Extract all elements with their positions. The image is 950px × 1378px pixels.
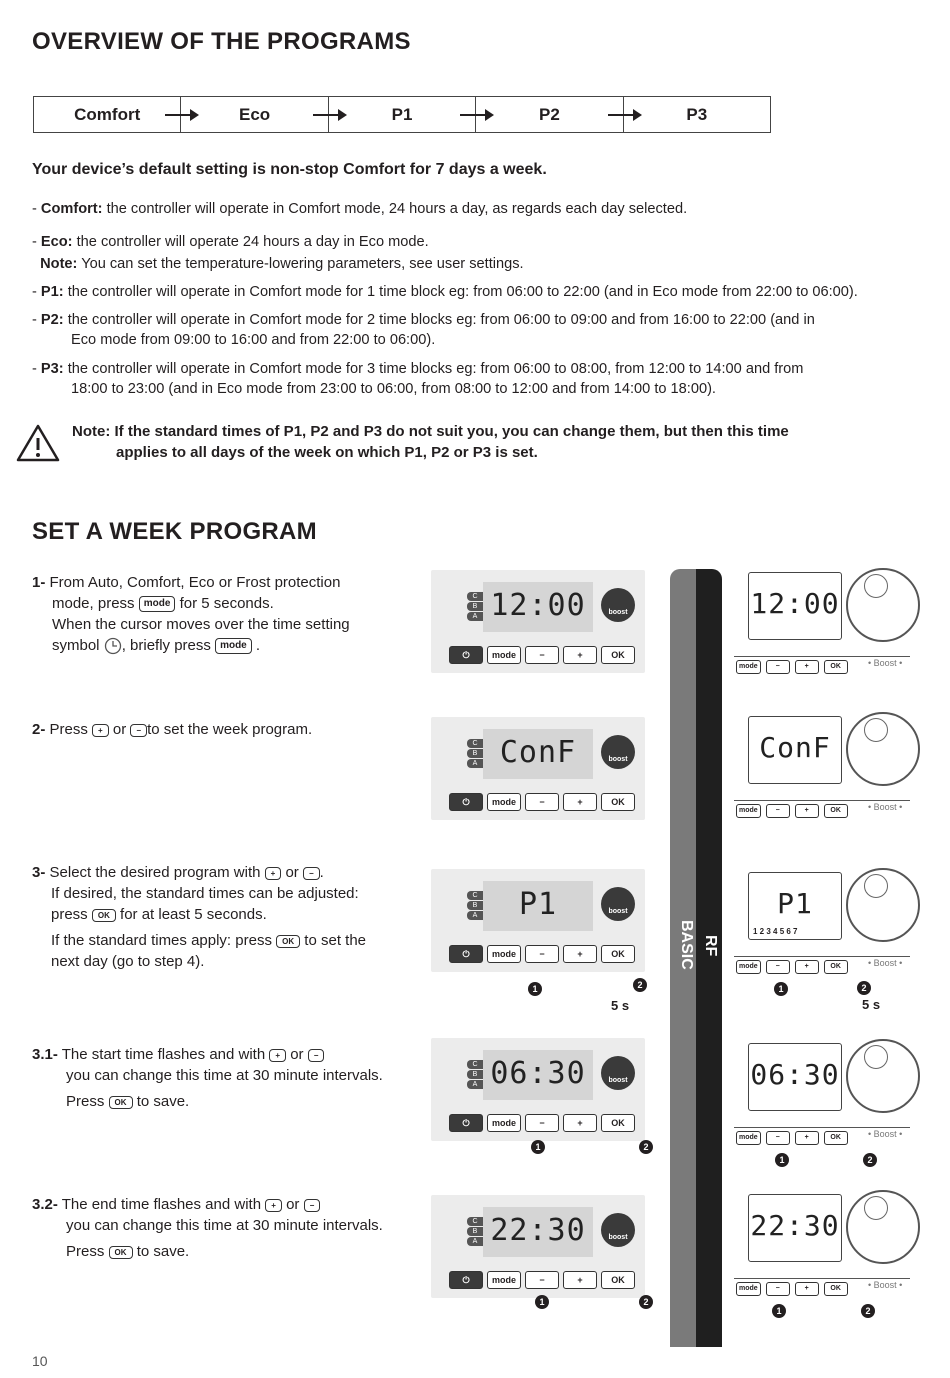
- abc-indicator: C B A: [467, 739, 483, 769]
- step-2: 2- Press + or − to set the week program.: [32, 721, 313, 738]
- arrow-icon: [460, 114, 492, 116]
- rf-lcd-screen: ConF: [748, 716, 842, 784]
- step-marker-2: 2: [639, 1140, 653, 1154]
- ok-button[interactable]: OK: [601, 793, 635, 811]
- abc-indicator: C B A: [467, 891, 483, 921]
- mode-button[interactable]: mode: [736, 804, 761, 818]
- boost-button[interactable]: boost: [601, 887, 635, 921]
- minus-key-icon: −: [130, 724, 147, 737]
- power-button[interactable]: ⏻: [449, 793, 483, 811]
- item-eco: - Eco: the controller will operate 24 hours a day in Eco mode.: [32, 234, 429, 250]
- page-number: 10: [32, 1353, 48, 1369]
- basic-device-step1: [431, 570, 645, 673]
- mode-button[interactable]: mode: [487, 646, 521, 664]
- program-p3: P3: [623, 97, 770, 132]
- arrow-icon: [313, 114, 345, 116]
- basic-device-step3-2: [431, 1195, 645, 1298]
- dial-knob[interactable]: [846, 1190, 920, 1264]
- boost-button[interactable]: boost: [601, 588, 635, 622]
- ok-button[interactable]: OK: [824, 1131, 848, 1145]
- minus-button[interactable]: −: [525, 945, 559, 963]
- program-eco: Eco: [180, 97, 327, 132]
- step-marker-2: 2: [857, 981, 871, 995]
- rf-device-step1: [734, 568, 910, 688]
- day-row: 1 2 3 4 5 6 7: [753, 927, 798, 936]
- mode-button[interactable]: mode: [487, 1114, 521, 1132]
- plus-key-icon: +: [269, 1049, 286, 1062]
- mode-button[interactable]: mode: [487, 793, 521, 811]
- ok-button[interactable]: OK: [824, 660, 848, 674]
- step-3-1: 3.1- The start time flashes and with + or − you can change this time at 30 minute intervals. Press OK to save.: [32, 1046, 383, 1110]
- ok-button[interactable]: OK: [824, 1282, 848, 1296]
- basic-device-step3: [431, 869, 645, 972]
- rf-lcd-screen: 12:00: [748, 572, 842, 640]
- dial-knob[interactable]: [846, 568, 920, 642]
- dial-knob[interactable]: [846, 1039, 920, 1113]
- abc-indicator: C B A: [467, 1217, 483, 1247]
- program-p1: P1: [328, 97, 475, 132]
- ok-key-icon: OK: [276, 935, 300, 948]
- rf-lcd-screen: P1 1 2 3 4 5 6 7: [748, 872, 842, 940]
- mode-button[interactable]: mode: [736, 1131, 761, 1145]
- step-marker-1: 1: [531, 1140, 545, 1154]
- minus-button[interactable]: −: [766, 660, 790, 674]
- plus-button[interactable]: +: [563, 1271, 597, 1289]
- step-3: 3- Select the desired program with + or − . If desired, the standard times can be adjusted: press OK for at least 5 seconds. If the standard times apply: press OK to set the next day (go to step 4).: [32, 864, 367, 970]
- plus-button[interactable]: +: [795, 1131, 819, 1145]
- ok-key-icon: OK: [109, 1246, 133, 1259]
- power-button[interactable]: ⏻: [449, 1271, 483, 1289]
- mode-button[interactable]: mode: [736, 960, 761, 974]
- abc-indicator: C B A: [467, 592, 483, 622]
- boost-label: • Boost •: [868, 1280, 903, 1290]
- plus-key-icon: +: [265, 1199, 282, 1212]
- boost-button[interactable]: boost: [601, 1056, 635, 1090]
- lcd-screen: 22:30: [483, 1207, 593, 1257]
- rf-device-step3-2: [734, 1190, 910, 1310]
- plus-button[interactable]: +: [563, 945, 597, 963]
- minus-key-icon: −: [308, 1049, 325, 1062]
- ok-key-icon: OK: [109, 1096, 133, 1109]
- step-marker-2: 2: [639, 1295, 653, 1309]
- step-marker-1: 1: [535, 1295, 549, 1309]
- item-comfort: - Comfort: the controller will operate in Comfort mode, 24 hours a day, as regards each day selected.: [32, 201, 688, 217]
- basic-label: BASIC: [678, 920, 695, 970]
- mode-key-icon: mode: [215, 638, 252, 654]
- minus-button[interactable]: −: [766, 1282, 790, 1296]
- mode-key-icon: mode: [139, 596, 176, 612]
- ok-button[interactable]: OK: [601, 1271, 635, 1289]
- mode-button[interactable]: mode: [487, 945, 521, 963]
- item-p3: - P3: the controller will operate in Comfort mode for 3 time blocks eg: from 06:00 to 08:00, from 12:00 to 14:00 and from: [32, 361, 804, 377]
- program-sequence: [33, 96, 771, 133]
- rf-lcd-screen: 22:30: [748, 1194, 842, 1262]
- minus-button[interactable]: −: [766, 1131, 790, 1145]
- basic-device-step2: [431, 717, 645, 820]
- rf-device-step3: [734, 868, 910, 988]
- item-p3-cont: 18:00 to 23:00 (and in Eco mode from 23:00 to 06:00, from 08:00 to 12:00 and from 14:00 to 18:00).: [71, 381, 716, 397]
- minus-button[interactable]: −: [766, 804, 790, 818]
- ok-button[interactable]: OK: [824, 804, 848, 818]
- step-marker-1: 1: [775, 1153, 789, 1167]
- plus-button[interactable]: +: [563, 646, 597, 664]
- mode-button[interactable]: mode: [487, 1271, 521, 1289]
- power-button[interactable]: ⏻: [449, 1114, 483, 1132]
- item-p1: - P1: the controller will operate in Comfort mode for 1 time block eg: from 06:00 to 22:00 (and in Eco mode from 22:00 to 06:00).: [32, 284, 858, 300]
- boost-label: • Boost •: [868, 658, 903, 668]
- lcd-screen: P1: [483, 881, 593, 931]
- lcd-screen: ConF: [483, 729, 593, 779]
- lcd-screen: 06:30: [483, 1050, 593, 1100]
- ok-button[interactable]: OK: [824, 960, 848, 974]
- basic-device-step3-1: [431, 1038, 645, 1141]
- boost-label: • Boost •: [868, 958, 903, 968]
- minus-key-icon: −: [304, 1199, 321, 1212]
- boost-button[interactable]: boost: [601, 735, 635, 769]
- minus-button[interactable]: −: [525, 1114, 559, 1132]
- section-title-overview: OVERVIEW OF THE PROGRAMS: [32, 28, 411, 55]
- rf-band: [696, 569, 722, 1347]
- step-marker-2: 2: [633, 978, 647, 992]
- duration-label: 5 s: [862, 997, 881, 1012]
- program-comfort: Comfort: [74, 104, 141, 124]
- dial-knob[interactable]: [846, 868, 920, 942]
- mode-button[interactable]: mode: [736, 660, 761, 674]
- plus-button[interactable]: +: [795, 804, 819, 818]
- step-marker-1: 1: [774, 982, 788, 996]
- section-title-week-program: SET A WEEK PROGRAM: [32, 518, 317, 545]
- minus-key-icon: −: [303, 867, 320, 880]
- minus-button[interactable]: −: [766, 960, 790, 974]
- rf-lcd-screen: 06:30: [748, 1043, 842, 1111]
- step-marker-2: 2: [863, 1153, 877, 1167]
- default-setting-text: Your device’s default setting is non-stop Comfort for 7 days a week.: [32, 161, 547, 178]
- program-p2: P2: [475, 97, 622, 132]
- mode-button[interactable]: mode: [736, 1282, 761, 1296]
- abc-indicator: C B A: [467, 1060, 483, 1090]
- power-button[interactable]: ⏻: [449, 945, 483, 963]
- item-p2: - P2: the controller will operate in Comfort mode for 2 time blocks eg: from 06:00 to 09:00 and from 16:00 to 22:00 (and in: [32, 312, 815, 328]
- dial-knob[interactable]: [846, 712, 920, 786]
- step-marker-1: 1: [772, 1304, 786, 1318]
- duration-label: 5 s: [611, 998, 630, 1013]
- ok-button[interactable]: OK: [601, 1114, 635, 1132]
- lcd-screen: 12:00: [483, 582, 593, 632]
- item-p2-cont: Eco mode from 09:00 to 16:00 and from 22:00 to 06:00).: [71, 332, 436, 348]
- boost-label: • Boost •: [868, 802, 903, 812]
- boost-label: • Boost •: [868, 1129, 903, 1139]
- plus-button[interactable]: +: [795, 1282, 819, 1296]
- step-1: 1- From Auto, Comfort, Eco or Frost protection mode, press mode for 5 seconds. When the cursor moves over the time setting symbol , briefly press mode .: [32, 574, 350, 654]
- rf-device-step2: [734, 712, 910, 832]
- plus-button[interactable]: +: [563, 793, 597, 811]
- item-eco-note: Note: You can set the temperature-lowering parameters, see user settings.: [40, 256, 524, 272]
- step-3-2: 3.2- The end time flashes and with + or − you can change this time at 30 minute intervals. Press OK to save.: [32, 1196, 383, 1260]
- plus-key-icon: +: [92, 724, 109, 737]
- rf-device-step3-1: [734, 1039, 910, 1159]
- plus-button[interactable]: +: [795, 660, 819, 674]
- rf-label: RF: [702, 935, 719, 957]
- minus-button[interactable]: −: [525, 1271, 559, 1289]
- plus-button[interactable]: +: [563, 1114, 597, 1132]
- boost-button[interactable]: boost: [601, 1213, 635, 1247]
- ok-button[interactable]: OK: [601, 945, 635, 963]
- ok-button[interactable]: OK: [601, 646, 635, 664]
- arrow-icon: [608, 114, 640, 116]
- warning-note: Note: If the standard times of P1, P2 and P3 do not suit you, you can change them, but then this time applies to all days of the week on which P1, P2 or P3 is set.: [72, 423, 789, 461]
- plus-button[interactable]: +: [795, 960, 819, 974]
- arrow-icon: [165, 114, 197, 116]
- step-marker-1: 1: [528, 982, 542, 996]
- warning-icon: [16, 423, 60, 463]
- plus-key-icon: +: [265, 867, 282, 880]
- clock-icon: [104, 637, 122, 655]
- ok-key-icon: OK: [92, 909, 116, 922]
- step-marker-2: 2: [861, 1304, 875, 1318]
- power-button[interactable]: ⏻: [449, 646, 483, 664]
- minus-button[interactable]: −: [525, 793, 559, 811]
- minus-button[interactable]: −: [525, 646, 559, 664]
